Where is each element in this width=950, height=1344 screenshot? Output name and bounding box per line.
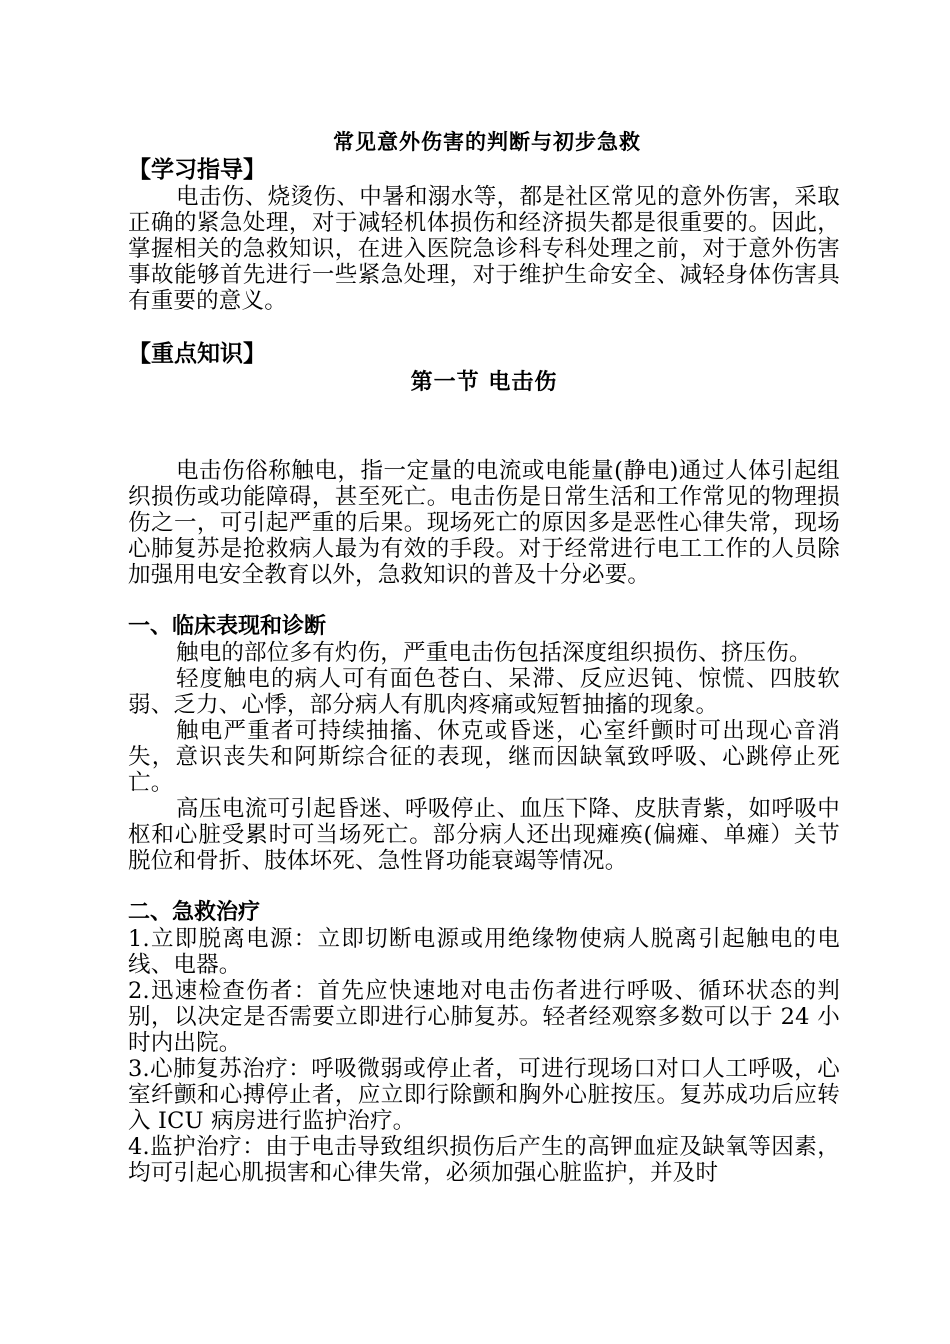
study-guide-label: 【学习指导】 [128,157,266,183]
clinical-paragraph: 触电严重者可持续抽搐、休克或昏迷，心室纤颤时可出现心音消失，意识丧失和阿斯综合征的表现，继而因缺氧致呼吸、心跳停止死亡。 [128,718,840,796]
spacer [128,874,840,900]
treatment-item: 1.立即脱离电源：立即切断电源或用绝缘物使病人脱离引起触电的电线、电器。 [128,926,840,978]
key-knowledge-label: 【重点知识】 [128,341,266,367]
clinical-paragraph: 轻度触电的病人可有面色苍白、呆滞、反应迟钝、惊慌、四肢软弱、乏力、心悸，部分病人有肌肉疼痛或短暂抽搐的现象。 [128,666,840,718]
spacer [128,314,840,340]
chapter-title: 第一节 电击伤 [410,369,558,395]
section-heading-treatment: 二、急救治疗 [128,900,261,925]
spacer [128,588,840,614]
clinical-paragraph: 触电的部位多有灼伤，严重电击伤包括深度组织损伤、挤压伤。 [176,640,812,666]
treatment-item: 2.迅速检查伤者：首先应快速地对电击伤者进行呼吸、循环状态的判别，以决定是否需要立即进行心肺复苏。轻者经观察多数可以于 24 小时内出院。 [128,978,840,1056]
section-heading-clinical: 一、临床表现和诊断 [128,614,327,639]
study-guide-paragraph: 电击伤、烧烫伤、中暑和溺水等，都是社区常见的意外伤害，采取正确的紧急处理，对于减轻机体损伤和经济损失都是很重要的。因此，掌握相关的急救知识，在进入医院急诊科专科处理之前，对于意外伤害事故能够首先进行一些紧急处理，对于维护生命安全、减轻身体伤害具有重要的意义。 [128,184,840,314]
document-title: 常见意外伤害的判断与初步急救 [333,129,641,154]
treatment-item: 3.心肺复苏治疗：呼吸微弱或停止者，可进行现场口对口人工呼吸，心室纤颤和心搏停止者，应立即行除颤和胸外心脏按压。复苏成功后应转入 ICU 病房进行监护治疗。 [128,1056,840,1134]
spacer [128,396,840,458]
chapter-intro-paragraph: 电击伤俗称触电，指一定量的电流或电能量(静电)通过人体引起组织损伤或功能障碍，甚至死亡。电击伤是日常生活和工作常见的物理损伤之一，可引起严重的后果。现场死亡的原因多是恶性心律失常，现场心肺复苏是抢救病人最为有效的手段。对于经常进行电工工作的人员除加强用电安全教育以外，急救知识的普及十分必要。 [128,458,840,588]
clinical-paragraph: 高压电流可引起昏迷、呼吸停止、血压下降、皮肤青紫，如呼吸中枢和心脏受累时可当场死亡。部分病人还出现瘫痪(偏瘫、单瘫）关节脱位和骨折、肢体坏死、急性肾功能衰竭等情况。 [128,796,840,874]
treatment-item: 4.监护治疗：由于电击导致组织损伤后产生的高钾血症及缺氧等因素，均可引起心肌损害和心律失常，必须加强心脏监护，并及时 [128,1134,840,1186]
document-page [128,128,840,1186]
